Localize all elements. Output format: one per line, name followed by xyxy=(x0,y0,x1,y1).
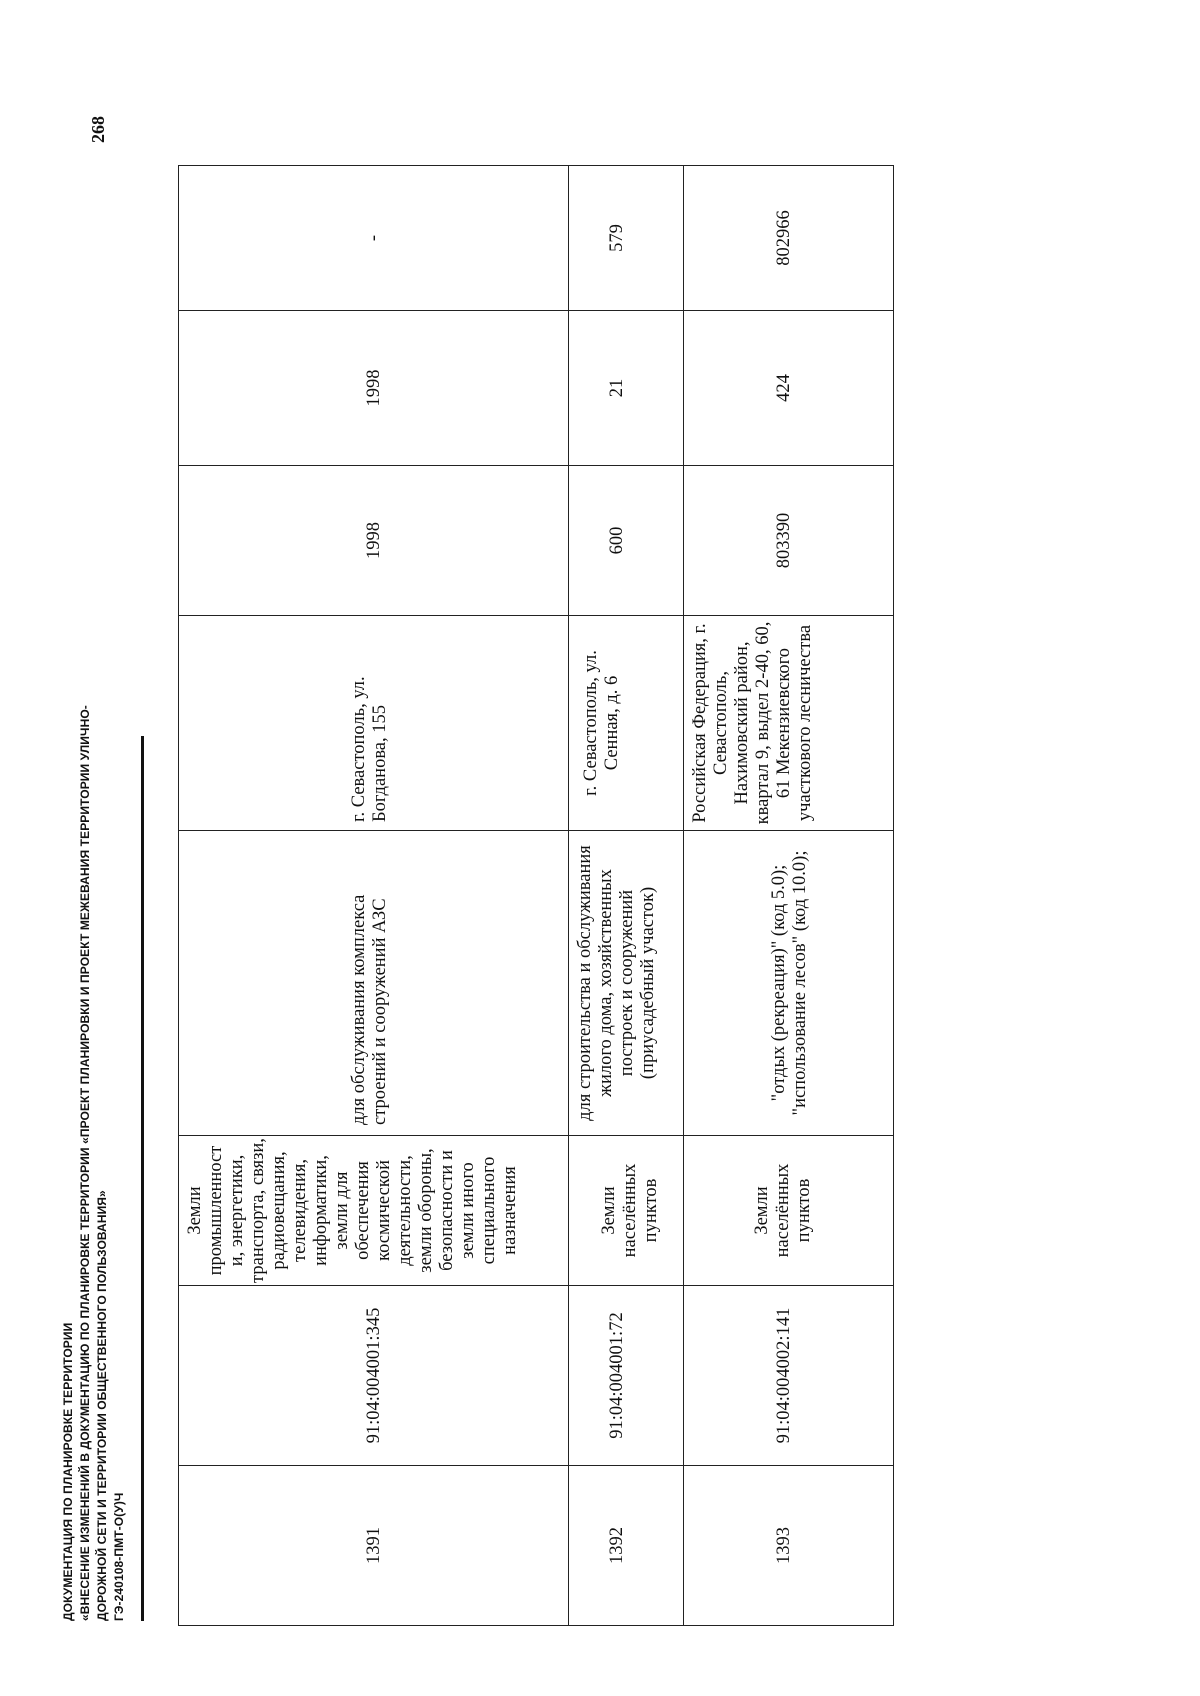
cell-category: Земли населённых пунктов xyxy=(569,1136,684,1286)
document-header xyxy=(60,581,128,1621)
header-line-1: ДОКУМЕНТАЦИЯ ПО ПЛАНИРОВКЕ ТЕРРИТОРИИ xyxy=(61,1322,75,1621)
land-plots-table xyxy=(178,165,894,1626)
cell-num: 1391 xyxy=(179,1466,569,1626)
cell-address: г. Севастополь, ул. Сенная, д. 6 xyxy=(569,616,684,831)
cell-use: для обслуживания комплекса строений и сооружений АЗС xyxy=(179,831,569,1136)
cell-num: 1392 xyxy=(569,1466,684,1626)
header-rule xyxy=(141,736,144,1621)
table-row xyxy=(684,166,894,1626)
table-row xyxy=(179,166,569,1626)
cell-address: Российская Федерация, г. Севастополь, Нахимовский район, квартал 9, выдел 2-40, 60, 61 Мекензиевского участкового лесничества xyxy=(684,616,894,831)
cell-area: 1998 xyxy=(179,466,569,616)
cell-use: "отдых (рекреация)" (код 5.0); "использование лесов" (код 10.0); xyxy=(684,831,894,1136)
cell-area2: 424 xyxy=(684,311,894,466)
cell-category: Земли населённых пунктов xyxy=(684,1136,894,1286)
header-line-2: «ВНЕСЕНИЕ ИЗМЕНЕНИЙ В ДОКУМЕНТАЦИЮ ПО ПЛАНИРОВКЕ ТЕРРИТОРИИ «ПРОЕКТ ПЛАНИРОВКИ И ПРОЕКТ МЕЖЕВАНИЯ ТЕРРИТОРИИ УЛИЧНО- xyxy=(78,705,92,1621)
cell-remainder: 579 xyxy=(569,166,684,311)
header-line-4: ГЭ-240108-ПМТ-О(У)Ч xyxy=(112,1492,126,1621)
cell-cadastral: 91:04:004002:141 xyxy=(684,1286,894,1466)
cell-num: 1393 xyxy=(684,1466,894,1626)
cell-use: для строительства и обслуживания жилого дома, хозяйственных построек и сооружений (приусадебный участок) xyxy=(569,831,684,1136)
cell-category: Земли промышленност и, энергетики, транспорта, связи, радиовещания, телевидения, информатики, земли для обеспечения космической деятельности, земли обороны, безопасности и земли иного специального назначения xyxy=(179,1136,569,1286)
cell-area2: 1998 xyxy=(179,311,569,466)
cell-area2: 21 xyxy=(569,311,684,466)
cell-area: 600 xyxy=(569,466,684,616)
table-row xyxy=(569,166,684,1626)
cell-cadastral: 91:04:004001:345 xyxy=(179,1286,569,1466)
page-number: 268 xyxy=(88,116,108,143)
cell-remainder: - xyxy=(179,166,569,311)
cell-cadastral: 91:04:004001:72 xyxy=(569,1286,684,1466)
header-line-3: ДОРОЖНОЙ СЕТИ И ТЕРРИТОРИИ ОБЩЕСТВЕННОГО ПОЛЬЗОВАНИЯ» xyxy=(95,1190,109,1621)
cell-remainder: 802966 xyxy=(684,166,894,311)
cell-address: г. Севастополь, ул. Богданова, 155 xyxy=(179,616,569,831)
cell-area: 803390 xyxy=(684,466,894,616)
